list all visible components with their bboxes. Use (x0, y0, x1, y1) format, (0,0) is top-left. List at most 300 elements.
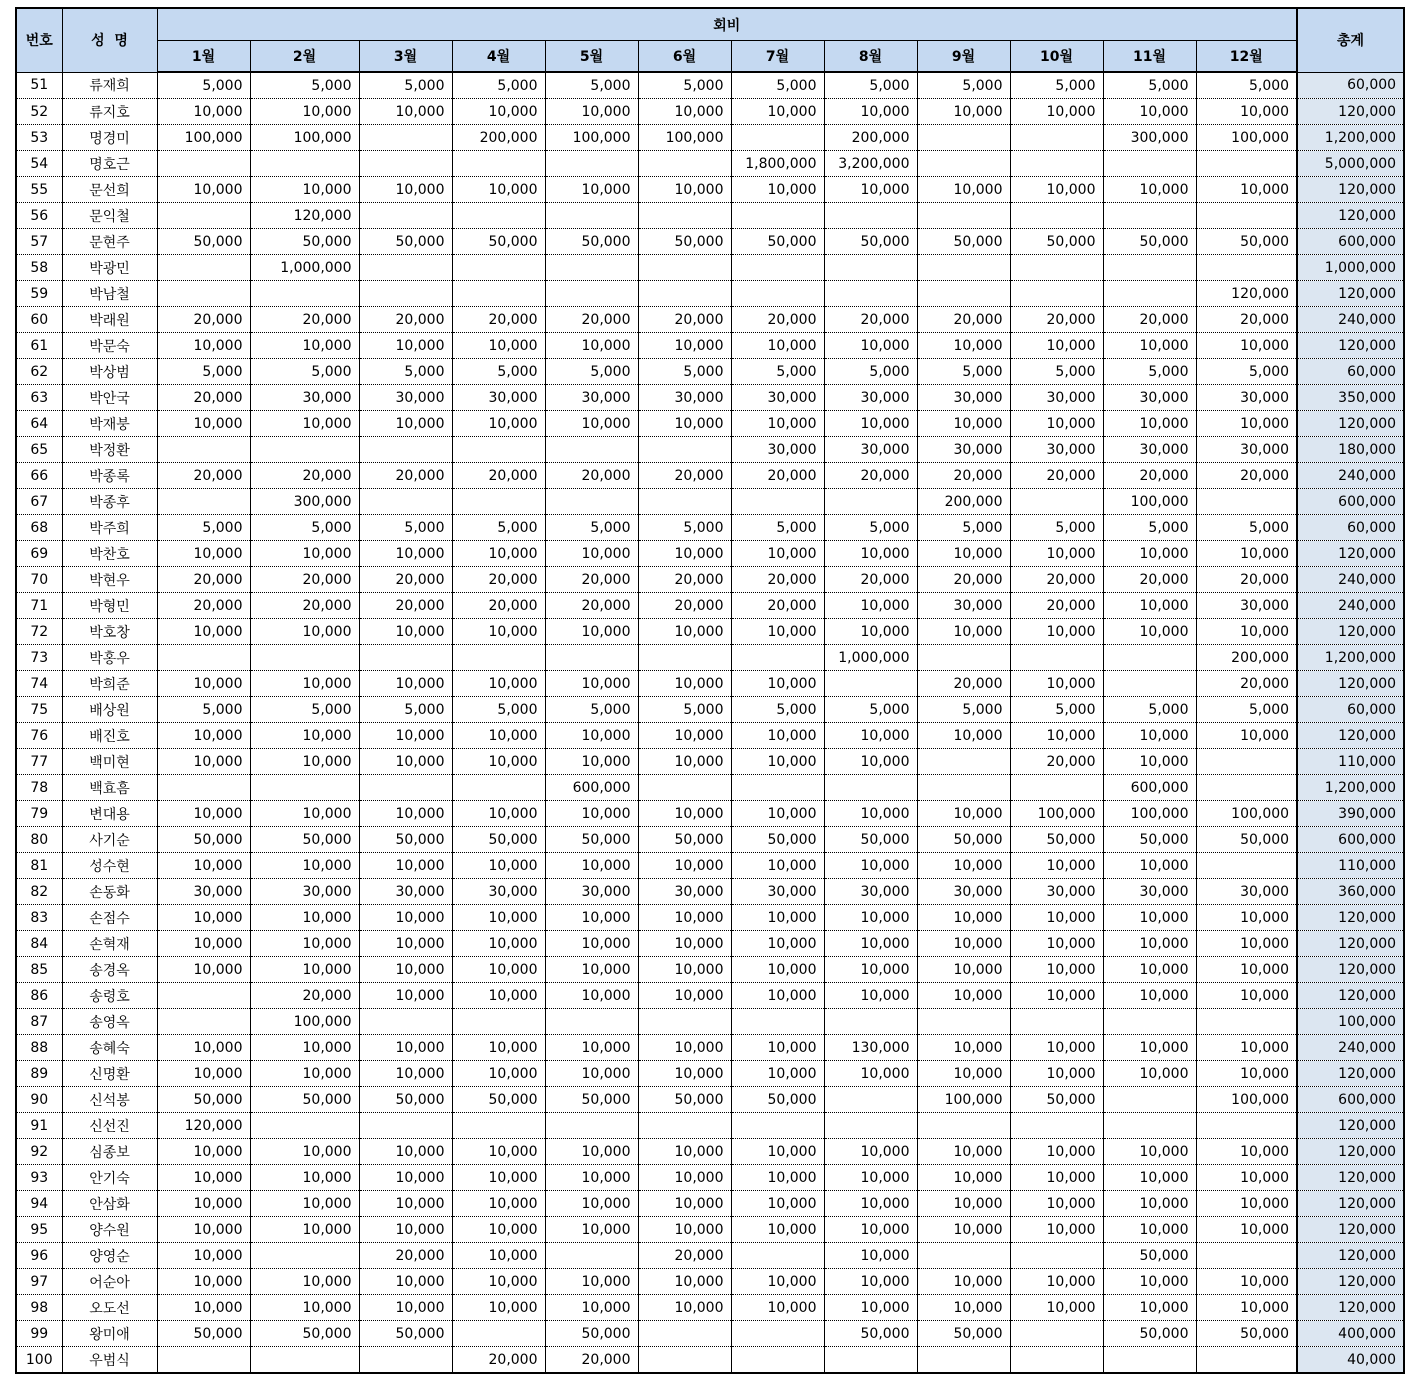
month-amount: 10,000 (157, 177, 250, 203)
month-amount (250, 775, 359, 801)
month-amount: 50,000 (1196, 229, 1297, 255)
month-amount: 10,000 (824, 619, 917, 645)
month-amount: 5,000 (917, 697, 1010, 723)
month-amount: 10,000 (824, 749, 917, 775)
month-amount: 10,000 (731, 177, 824, 203)
month-amount: 10,000 (917, 983, 1010, 1009)
month-amount: 50,000 (824, 1321, 917, 1347)
month-amount: 10,000 (250, 333, 359, 359)
month-amount: 20,000 (545, 593, 638, 619)
month-amount (157, 203, 250, 229)
month-amount: 5,000 (638, 697, 731, 723)
row-number: 64 (16, 411, 62, 437)
month-amount (1010, 1243, 1103, 1269)
month-amount (1010, 255, 1103, 281)
month-amount (157, 151, 250, 177)
header-month: 10월 (1010, 41, 1103, 73)
month-amount (157, 1009, 250, 1035)
month-amount (1010, 1009, 1103, 1035)
month-amount: 10,000 (359, 983, 452, 1009)
row-number: 61 (16, 333, 62, 359)
month-amount: 30,000 (638, 879, 731, 905)
month-amount (359, 255, 452, 281)
month-amount: 10,000 (638, 99, 731, 125)
month-amount: 50,000 (1103, 1243, 1196, 1269)
month-amount: 10,000 (731, 1191, 824, 1217)
month-amount (824, 281, 917, 307)
month-amount: 10,000 (1196, 99, 1297, 125)
month-amount: 10,000 (545, 1061, 638, 1087)
month-amount: 10,000 (731, 1139, 824, 1165)
row-number: 65 (16, 437, 62, 463)
header-month: 11월 (1103, 41, 1196, 73)
month-amount: 10,000 (359, 905, 452, 931)
row-number: 100 (16, 1347, 62, 1374)
member-name: 문익철 (62, 203, 157, 229)
month-amount (1010, 1347, 1103, 1374)
month-amount: 10,000 (731, 723, 824, 749)
month-amount: 20,000 (452, 567, 545, 593)
month-amount (545, 1243, 638, 1269)
month-amount: 10,000 (359, 931, 452, 957)
table-row (16, 437, 1404, 463)
member-name: 송경옥 (62, 957, 157, 983)
table-row (16, 515, 1404, 541)
month-amount: 10,000 (157, 801, 250, 827)
month-amount: 10,000 (250, 749, 359, 775)
month-amount: 20,000 (917, 567, 1010, 593)
month-amount (1103, 255, 1196, 281)
month-amount: 5,000 (1103, 697, 1196, 723)
member-name: 박남철 (62, 281, 157, 307)
row-number: 82 (16, 879, 62, 905)
month-amount: 20,000 (824, 463, 917, 489)
month-amount: 10,000 (917, 1269, 1010, 1295)
table-row (16, 72, 1404, 99)
month-amount: 10,000 (1103, 593, 1196, 619)
month-amount: 100,000 (1103, 801, 1196, 827)
month-amount: 20,000 (824, 307, 917, 333)
month-amount (731, 1321, 824, 1347)
month-amount: 30,000 (1196, 385, 1297, 411)
month-amount (1103, 1087, 1196, 1113)
month-amount: 10,000 (545, 1217, 638, 1243)
month-amount: 200,000 (1196, 645, 1297, 671)
month-amount: 10,000 (157, 723, 250, 749)
month-amount: 10,000 (545, 1295, 638, 1321)
month-amount: 10,000 (359, 1191, 452, 1217)
month-amount: 10,000 (1103, 541, 1196, 567)
month-amount: 20,000 (824, 567, 917, 593)
month-amount: 50,000 (250, 1087, 359, 1113)
month-amount: 20,000 (250, 463, 359, 489)
month-amount: 100,000 (250, 125, 359, 151)
member-name: 송영옥 (62, 1009, 157, 1035)
month-amount: 50,000 (1103, 1321, 1196, 1347)
month-amount: 10,000 (545, 411, 638, 437)
month-amount: 10,000 (452, 671, 545, 697)
month-amount: 30,000 (250, 879, 359, 905)
month-amount: 10,000 (545, 853, 638, 879)
month-amount (1010, 1321, 1103, 1347)
row-number: 95 (16, 1217, 62, 1243)
month-amount (359, 489, 452, 515)
month-amount: 50,000 (157, 229, 250, 255)
month-amount: 50,000 (545, 1321, 638, 1347)
month-amount: 5,000 (545, 515, 638, 541)
row-total: 600,000 (1297, 827, 1404, 853)
row-total: 240,000 (1297, 1035, 1404, 1061)
month-amount: 50,000 (545, 1087, 638, 1113)
month-amount: 10,000 (731, 957, 824, 983)
month-amount: 10,000 (824, 1139, 917, 1165)
row-total: 120,000 (1297, 723, 1404, 749)
month-amount: 20,000 (157, 385, 250, 411)
month-amount (731, 203, 824, 229)
month-amount: 50,000 (917, 827, 1010, 853)
row-number: 69 (16, 541, 62, 567)
row-number: 74 (16, 671, 62, 697)
month-amount: 10,000 (731, 671, 824, 697)
month-amount: 30,000 (545, 385, 638, 411)
row-number: 96 (16, 1243, 62, 1269)
row-total: 120,000 (1297, 203, 1404, 229)
row-number: 56 (16, 203, 62, 229)
month-amount: 20,000 (545, 567, 638, 593)
month-amount: 10,000 (250, 723, 359, 749)
month-amount: 10,000 (638, 749, 731, 775)
month-amount: 5,000 (731, 359, 824, 385)
month-amount (359, 1347, 452, 1374)
month-amount: 50,000 (250, 229, 359, 255)
month-amount (452, 255, 545, 281)
month-amount (1196, 853, 1297, 879)
month-amount: 10,000 (157, 1165, 250, 1191)
month-amount: 50,000 (545, 827, 638, 853)
row-total: 1,200,000 (1297, 775, 1404, 801)
member-name: 박종후 (62, 489, 157, 515)
row-number: 51 (16, 72, 62, 99)
month-amount: 10,000 (731, 1217, 824, 1243)
month-amount: 50,000 (452, 229, 545, 255)
month-amount (1103, 1347, 1196, 1374)
month-amount: 10,000 (157, 99, 250, 125)
month-amount: 5,000 (638, 72, 731, 99)
month-amount: 20,000 (250, 983, 359, 1009)
row-number: 86 (16, 983, 62, 1009)
month-amount: 5,000 (917, 515, 1010, 541)
month-amount: 10,000 (157, 1139, 250, 1165)
table-header (16, 8, 1404, 72)
month-amount: 10,000 (157, 1061, 250, 1087)
month-amount: 1,000,000 (250, 255, 359, 281)
month-amount (1196, 151, 1297, 177)
month-amount (157, 437, 250, 463)
member-name: 명경미 (62, 125, 157, 151)
month-amount: 10,000 (731, 619, 824, 645)
month-amount: 10,000 (545, 905, 638, 931)
row-number: 58 (16, 255, 62, 281)
month-amount: 10,000 (157, 1243, 250, 1269)
month-amount: 10,000 (917, 99, 1010, 125)
month-amount: 5,000 (157, 697, 250, 723)
row-number: 77 (16, 749, 62, 775)
member-name: 박래원 (62, 307, 157, 333)
month-amount: 10,000 (545, 1139, 638, 1165)
month-amount: 20,000 (1196, 567, 1297, 593)
month-amount: 10,000 (1196, 1217, 1297, 1243)
month-amount: 30,000 (917, 879, 1010, 905)
month-amount: 10,000 (250, 1191, 359, 1217)
month-amount: 50,000 (452, 1087, 545, 1113)
month-amount: 5,000 (157, 359, 250, 385)
table-row (16, 671, 1404, 697)
month-amount: 10,000 (638, 541, 731, 567)
month-amount: 5,000 (824, 515, 917, 541)
month-amount: 50,000 (638, 1087, 731, 1113)
month-amount (824, 489, 917, 515)
table-row (16, 801, 1404, 827)
month-amount: 10,000 (824, 723, 917, 749)
member-name: 안기숙 (62, 1165, 157, 1191)
row-total: 120,000 (1297, 1061, 1404, 1087)
month-amount: 10,000 (1196, 1295, 1297, 1321)
month-amount (1010, 775, 1103, 801)
month-amount: 20,000 (157, 307, 250, 333)
month-amount: 10,000 (1010, 1295, 1103, 1321)
month-amount (824, 1009, 917, 1035)
month-amount: 10,000 (1103, 1139, 1196, 1165)
month-amount: 5,000 (638, 359, 731, 385)
month-amount (545, 489, 638, 515)
table-row (16, 775, 1404, 801)
month-header-row (16, 41, 1404, 73)
month-amount: 20,000 (638, 463, 731, 489)
month-amount (1103, 151, 1196, 177)
row-total: 360,000 (1297, 879, 1404, 905)
month-amount: 10,000 (1196, 177, 1297, 203)
month-amount: 10,000 (250, 905, 359, 931)
month-amount: 10,000 (824, 1269, 917, 1295)
header-month: 8월 (824, 41, 917, 73)
month-amount (917, 645, 1010, 671)
month-amount: 10,000 (545, 1165, 638, 1191)
member-name: 손점수 (62, 905, 157, 931)
month-amount: 10,000 (545, 1269, 638, 1295)
month-amount: 10,000 (545, 177, 638, 203)
row-number: 98 (16, 1295, 62, 1321)
month-amount: 20,000 (545, 463, 638, 489)
table-row (16, 723, 1404, 749)
month-amount: 30,000 (1103, 879, 1196, 905)
row-total: 120,000 (1297, 1269, 1404, 1295)
header-month: 4월 (452, 41, 545, 73)
header-dues: 회비 (157, 8, 1297, 41)
month-amount: 10,000 (824, 333, 917, 359)
month-amount: 10,000 (359, 749, 452, 775)
month-amount: 5,000 (452, 515, 545, 541)
row-number: 75 (16, 697, 62, 723)
row-total: 120,000 (1297, 411, 1404, 437)
month-amount: 30,000 (1010, 879, 1103, 905)
month-amount: 30,000 (731, 879, 824, 905)
month-amount (452, 645, 545, 671)
month-amount: 10,000 (157, 411, 250, 437)
table-row (16, 1191, 1404, 1217)
month-amount: 10,000 (824, 541, 917, 567)
table-row (16, 411, 1404, 437)
month-amount: 10,000 (824, 983, 917, 1009)
month-amount (359, 203, 452, 229)
month-amount: 30,000 (824, 879, 917, 905)
month-amount: 20,000 (1010, 307, 1103, 333)
month-amount: 10,000 (157, 905, 250, 931)
month-amount (452, 151, 545, 177)
row-number: 70 (16, 567, 62, 593)
month-amount: 10,000 (824, 1217, 917, 1243)
month-amount: 20,000 (1196, 463, 1297, 489)
header-no: 번호 (16, 8, 62, 72)
month-amount: 10,000 (250, 1295, 359, 1321)
month-amount: 5,000 (731, 515, 824, 541)
month-amount: 10,000 (545, 983, 638, 1009)
month-amount: 5,000 (731, 72, 824, 99)
month-amount: 50,000 (824, 827, 917, 853)
month-amount: 20,000 (452, 1347, 545, 1374)
member-name: 손동화 (62, 879, 157, 905)
month-amount: 10,000 (638, 333, 731, 359)
month-amount: 10,000 (545, 99, 638, 125)
month-amount: 20,000 (1010, 749, 1103, 775)
member-name: 왕미애 (62, 1321, 157, 1347)
month-amount (638, 645, 731, 671)
month-amount: 10,000 (157, 931, 250, 957)
month-amount: 10,000 (452, 1139, 545, 1165)
month-amount: 5,000 (452, 697, 545, 723)
month-amount: 50,000 (545, 229, 638, 255)
month-amount: 30,000 (157, 879, 250, 905)
row-number: 55 (16, 177, 62, 203)
row-number: 88 (16, 1035, 62, 1061)
month-amount: 10,000 (1196, 1035, 1297, 1061)
month-amount: 10,000 (359, 801, 452, 827)
member-name: 박안국 (62, 385, 157, 411)
table-row (16, 619, 1404, 645)
month-amount: 10,000 (452, 957, 545, 983)
month-amount: 10,000 (452, 1191, 545, 1217)
member-name: 어순아 (62, 1269, 157, 1295)
month-amount: 20,000 (359, 593, 452, 619)
month-amount (824, 775, 917, 801)
month-amount (731, 775, 824, 801)
month-amount: 10,000 (917, 1035, 1010, 1061)
month-amount (545, 1009, 638, 1035)
row-number: 71 (16, 593, 62, 619)
row-number: 76 (16, 723, 62, 749)
table-row (16, 1139, 1404, 1165)
month-amount (638, 151, 731, 177)
member-name: 박재붕 (62, 411, 157, 437)
month-amount (731, 489, 824, 515)
month-amount (157, 489, 250, 515)
member-name: 백미현 (62, 749, 157, 775)
month-amount: 10,000 (452, 177, 545, 203)
month-amount: 5,000 (824, 697, 917, 723)
month-amount: 5,000 (824, 72, 917, 99)
month-amount: 10,000 (452, 1243, 545, 1269)
row-total: 120,000 (1297, 905, 1404, 931)
month-amount: 10,000 (545, 931, 638, 957)
month-amount: 10,000 (250, 931, 359, 957)
month-amount: 20,000 (731, 463, 824, 489)
month-amount: 10,000 (1196, 1165, 1297, 1191)
month-amount: 10,000 (452, 983, 545, 1009)
row-total: 120,000 (1297, 1217, 1404, 1243)
month-amount (452, 489, 545, 515)
member-name: 명호근 (62, 151, 157, 177)
month-amount: 5,000 (359, 515, 452, 541)
month-amount: 10,000 (157, 853, 250, 879)
month-amount (917, 1243, 1010, 1269)
table-row (16, 1087, 1404, 1113)
row-total: 120,000 (1297, 99, 1404, 125)
month-amount (1010, 1113, 1103, 1139)
month-amount: 50,000 (452, 827, 545, 853)
month-amount: 10,000 (1010, 1191, 1103, 1217)
member-name: 손혁재 (62, 931, 157, 957)
month-amount (359, 775, 452, 801)
month-amount: 30,000 (1103, 437, 1196, 463)
month-amount: 5,000 (731, 697, 824, 723)
row-total: 5,000,000 (1297, 151, 1404, 177)
month-amount: 5,000 (1010, 697, 1103, 723)
member-name: 박홍우 (62, 645, 157, 671)
month-amount (731, 1347, 824, 1374)
month-amount: 10,000 (359, 177, 452, 203)
row-total: 60,000 (1297, 72, 1404, 99)
month-amount (731, 1009, 824, 1035)
member-name: 송령호 (62, 983, 157, 1009)
row-total: 120,000 (1297, 957, 1404, 983)
month-amount: 5,000 (1196, 697, 1297, 723)
month-amount: 30,000 (917, 385, 1010, 411)
month-amount: 50,000 (359, 1087, 452, 1113)
month-amount: 300,000 (1103, 125, 1196, 151)
month-amount: 50,000 (157, 827, 250, 853)
month-amount (250, 1113, 359, 1139)
month-amount: 10,000 (638, 1191, 731, 1217)
month-amount (452, 775, 545, 801)
member-name: 박상범 (62, 359, 157, 385)
month-amount: 50,000 (731, 1087, 824, 1113)
month-amount (359, 1009, 452, 1035)
table-row (16, 99, 1404, 125)
month-amount: 10,000 (638, 983, 731, 1009)
row-total: 120,000 (1297, 281, 1404, 307)
row-total: 120,000 (1297, 541, 1404, 567)
row-number: 78 (16, 775, 62, 801)
month-amount: 10,000 (731, 1035, 824, 1061)
month-amount: 10,000 (638, 801, 731, 827)
month-amount: 10,000 (824, 931, 917, 957)
month-amount: 10,000 (359, 1269, 452, 1295)
month-amount: 20,000 (731, 567, 824, 593)
month-amount: 20,000 (359, 307, 452, 333)
month-amount: 130,000 (824, 1035, 917, 1061)
month-amount: 5,000 (917, 359, 1010, 385)
month-amount (638, 1321, 731, 1347)
month-amount (250, 151, 359, 177)
